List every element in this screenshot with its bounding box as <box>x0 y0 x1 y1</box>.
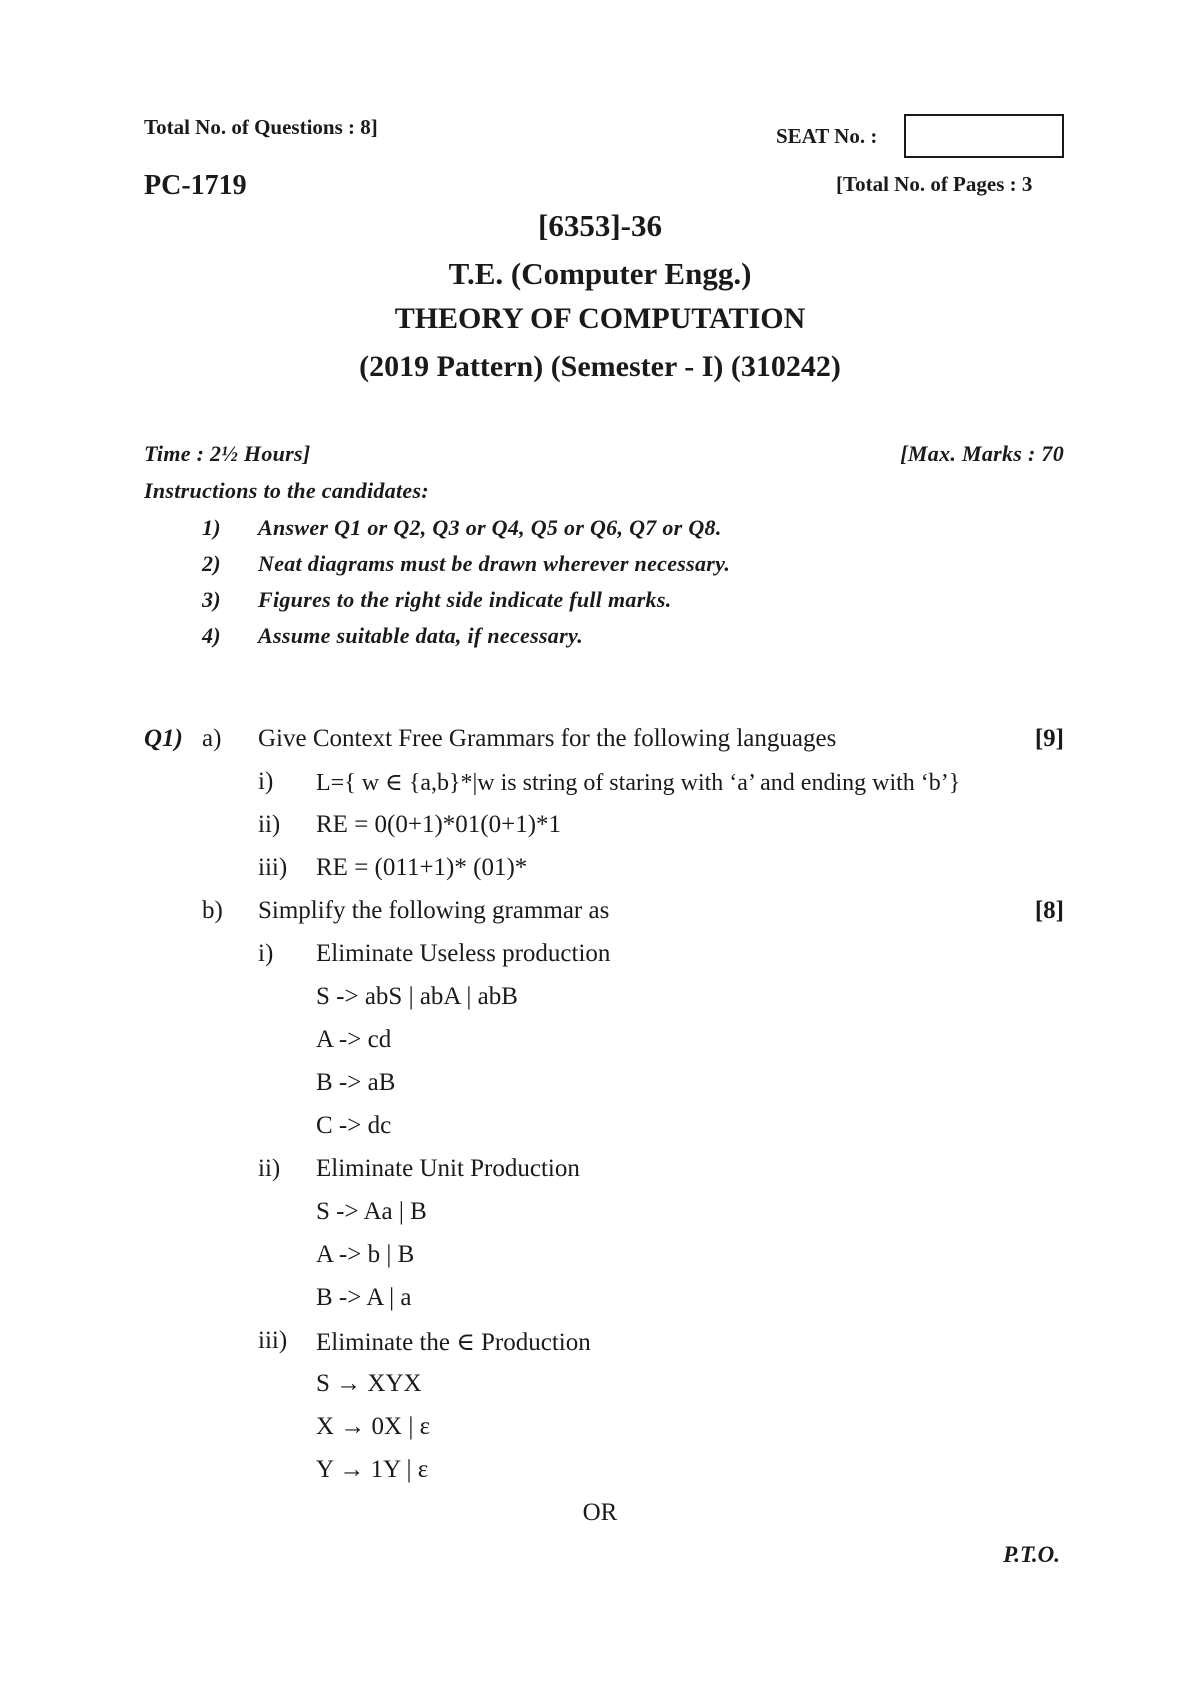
item-text: L={ w ∈ {a,b}*|w is string of staring with ‘a’ and ending with ‘b’} <box>316 770 961 796</box>
instruction-num: 3) <box>202 587 221 612</box>
paper-code: PC-1719 <box>144 170 247 201</box>
item-num: ii) <box>258 811 281 838</box>
grammar-rule: A -> cd <box>316 1026 392 1053</box>
item-num: iii) <box>258 854 288 881</box>
instruction-num: 2) <box>202 551 221 576</box>
part-b-marks: [8] <box>1034 897 1064 924</box>
instruction-num: 4) <box>202 623 221 648</box>
item-num: i) <box>258 768 274 795</box>
part-b-text: Simplify the following grammar as <box>258 897 610 924</box>
grammar-rule: S → XYX <box>316 1370 422 1397</box>
grammar-rule: S -> abS | abA | abB <box>316 983 518 1010</box>
exam-code: [6353]-36 <box>538 208 662 243</box>
subpart-num: ii) <box>258 1155 281 1182</box>
question-label: Q1) <box>144 725 183 752</box>
subpart-num: i) <box>258 940 274 967</box>
instructions-heading: Instructions to the candidates: <box>144 478 429 503</box>
grammar-rule: B -> aB <box>316 1069 396 1096</box>
grammar-rule: B -> A | a <box>316 1284 412 1311</box>
seat-no-label: SEAT No. : <box>776 124 878 148</box>
course-title: T.E. (Computer Engg.) <box>448 256 752 291</box>
pattern-title: (2019 Pattern) (Semester - I) (310242) <box>359 350 841 383</box>
total-pages: [Total No. of Pages : 3 <box>836 172 1033 196</box>
part-letter: b) <box>202 897 223 924</box>
subpart-title: Eliminate Unit Production <box>316 1155 580 1182</box>
part-a-marks: [9] <box>1034 725 1064 752</box>
part-letter: a) <box>202 725 222 752</box>
grammar-rule: X → 0X | ε <box>316 1413 431 1440</box>
item-text: RE = (011+1)* (01)* <box>316 854 528 881</box>
part-a-text: Give Context Free Grammars for the following languages <box>258 725 837 752</box>
instruction-num: 1) <box>202 515 221 540</box>
subpart-num: iii) <box>258 1327 288 1354</box>
instruction-text: Neat diagrams must be drawn wherever necessary. <box>258 551 731 576</box>
max-marks: [Max. Marks : 70 <box>900 441 1064 466</box>
item-text: RE = 0(0+1)*01(0+1)*1 <box>316 811 562 838</box>
time-allowed: Time : 2½ Hours] <box>144 441 311 466</box>
total-questions: Total No. of Questions : 8] <box>144 115 378 139</box>
instruction-text: Figures to the right side indicate full marks. <box>258 587 672 612</box>
subpart-title: Eliminate Useless production <box>316 940 611 967</box>
seat-no-box[interactable] <box>904 114 1064 158</box>
instruction-text: Answer Q1 or Q2, Q3 or Q4, Q5 or Q6, Q7 or Q8. <box>258 515 722 540</box>
grammar-rule: C -> dc <box>316 1112 392 1139</box>
subpart-title: Eliminate the ∈ Production <box>316 1329 591 1356</box>
subject-title: THEORY OF COMPUTATION <box>394 302 806 335</box>
pto-label: P.T.O. <box>1003 1542 1060 1567</box>
instruction-text: Assume suitable data, if necessary. <box>258 623 584 648</box>
grammar-rule: Y → 1Y | ε <box>316 1456 429 1483</box>
grammar-rule: A -> b | B <box>316 1241 415 1268</box>
or-separator: OR <box>582 1499 618 1526</box>
grammar-rule: S -> Aa | B <box>316 1198 427 1225</box>
